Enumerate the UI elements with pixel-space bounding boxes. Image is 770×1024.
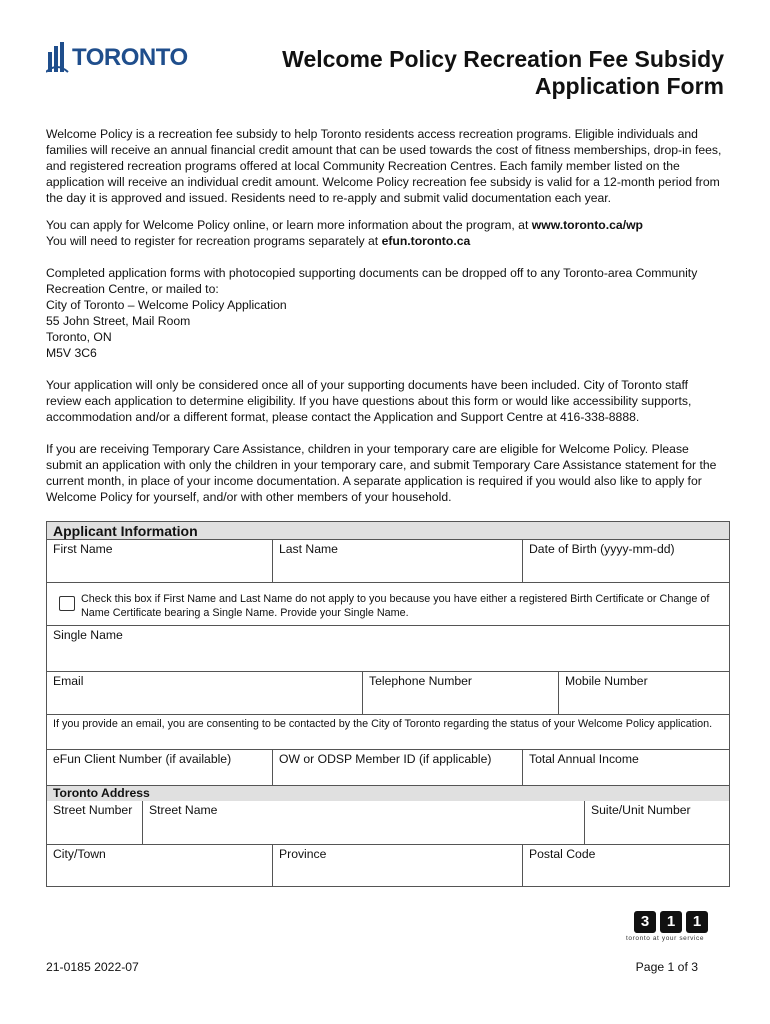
apply-line (46, 217, 724, 233)
first-name-field[interactable]: First Name (47, 540, 273, 583)
single-name-checkbox[interactable] (59, 596, 75, 611)
telephone-field[interactable]: Telephone Number (363, 672, 559, 715)
dropoff-text: Completed application forms with photocopied supporting documents can be dropped off to any Toronto-area Community Recreation Centre, or mailed to: (46, 266, 698, 296)
intro-paragraph (46, 126, 724, 206)
tca-text: If you are receiving Temporary Care Assistance, children in your temporary care are eligible for Welcome Policy. Please submit an application with only the children in your temporary care, and submit Temporary Care Assistance statement for the current month, in place of your income documentation. A separate application is required if you would also like to apply for Welcome Policy for yourself, and/or with other members of your household. (46, 442, 717, 504)
logo-text: TORONTO (72, 44, 188, 71)
single-name-instructions: Check this box if First Name and Last Name do not apply to you because you have either a registered Birth Certificate or Change of Name Certificate bearing a Single Name. Provide your Single Name. (81, 593, 710, 619)
efun-client-number-field[interactable]: eFun Client Number (if available) (47, 750, 273, 786)
email-consent-text: If you provide an email, you are consenting to be contacted by the City of Toronto regarding the status of your Welcome Policy application. (53, 718, 713, 730)
last-name-field[interactable]: Last Name (273, 540, 523, 583)
address-line: City of Toronto – Welcome Policy Application (46, 298, 287, 312)
title-line-2: Application Form (534, 73, 724, 99)
mail-info (46, 265, 724, 361)
digit-box: 1 (686, 911, 708, 933)
apply-prefix: You can apply for Welcome Policy online, or learn more information about the program, at (46, 218, 532, 232)
section-header: Applicant Information (47, 522, 729, 540)
register-prefix: You will need to register for recreation programs separately at (46, 234, 382, 248)
register-link[interactable]: efun.toronto.ca (381, 234, 471, 248)
street-number-field[interactable]: Street Number (47, 801, 143, 845)
311-tagline: toronto at your service (626, 935, 705, 942)
review-paragraph (46, 377, 724, 425)
ow-odsp-member-id-field[interactable]: OW or ODSP Member ID (if applicable) (273, 750, 523, 786)
suite-unit-field[interactable]: Suite/Unit Number (585, 801, 729, 845)
intro-text: Welcome Policy is a recreation fee subsidy to help Toronto residents access recreation programs. Eligible individuals and families will receive an annual financial credit amount that can be used towards the cost of fitness memberships, drop-in fees, and registered recreation programs offered at local Community Recreation Centres. Each family member listed on the application will receive an individual credit amount. Welcome Policy recreation fee subsidy is valid for a 12-month period from the day it is approved and issued. Residents need to re-apply and submit valid documentation each year. (46, 127, 722, 205)
review-text: Your application will only be considered once all of your supporting documents have been included. City of Toronto staff review each application to determine eligibility. If you have questions about this form or would like accessibility supports, accommodation and/or a different format, please contact the Application and Support Centre at 416-338-8888. (46, 378, 692, 424)
address-line: M5V 3C6 (46, 346, 97, 360)
digit-box: 3 (634, 911, 656, 933)
city-field[interactable]: City/Town (47, 845, 273, 886)
address-line: Toronto, ON (46, 330, 112, 344)
applicant-form (46, 521, 730, 887)
digit-box: 1 (660, 911, 682, 933)
form-id: 21-0185 2022-07 (46, 960, 139, 974)
mobile-field[interactable]: Mobile Number (559, 672, 729, 715)
province-field[interactable]: Province (273, 845, 523, 886)
register-line (46, 233, 724, 249)
title-line-1: Welcome Policy Recreation Fee Subsidy (282, 46, 724, 72)
total-annual-income-field[interactable]: Total Annual Income (523, 750, 729, 786)
date-of-birth-field[interactable]: Date of Birth (yyyy-mm-dd) (523, 540, 729, 583)
city-of-toronto-logo (46, 40, 188, 76)
toronto-311-logo (626, 911, 714, 945)
apply-link[interactable]: www.toronto.ca/wp (531, 218, 643, 232)
email-consent-row (47, 715, 729, 750)
street-name-field[interactable]: Street Name (143, 801, 585, 845)
postal-code-field[interactable]: Postal Code (529, 847, 596, 861)
address-header: Toronto Address (47, 786, 729, 801)
apply-info (46, 217, 724, 249)
page-number: Page 1 of 3 (635, 960, 698, 974)
address-line: 55 John Street, Mail Room (46, 314, 191, 328)
page-title (282, 46, 724, 100)
tca-paragraph (46, 441, 724, 505)
single-name-field[interactable]: Single Name (47, 626, 729, 672)
email-field[interactable]: Email (47, 672, 363, 715)
city-hall-icon (46, 42, 70, 74)
